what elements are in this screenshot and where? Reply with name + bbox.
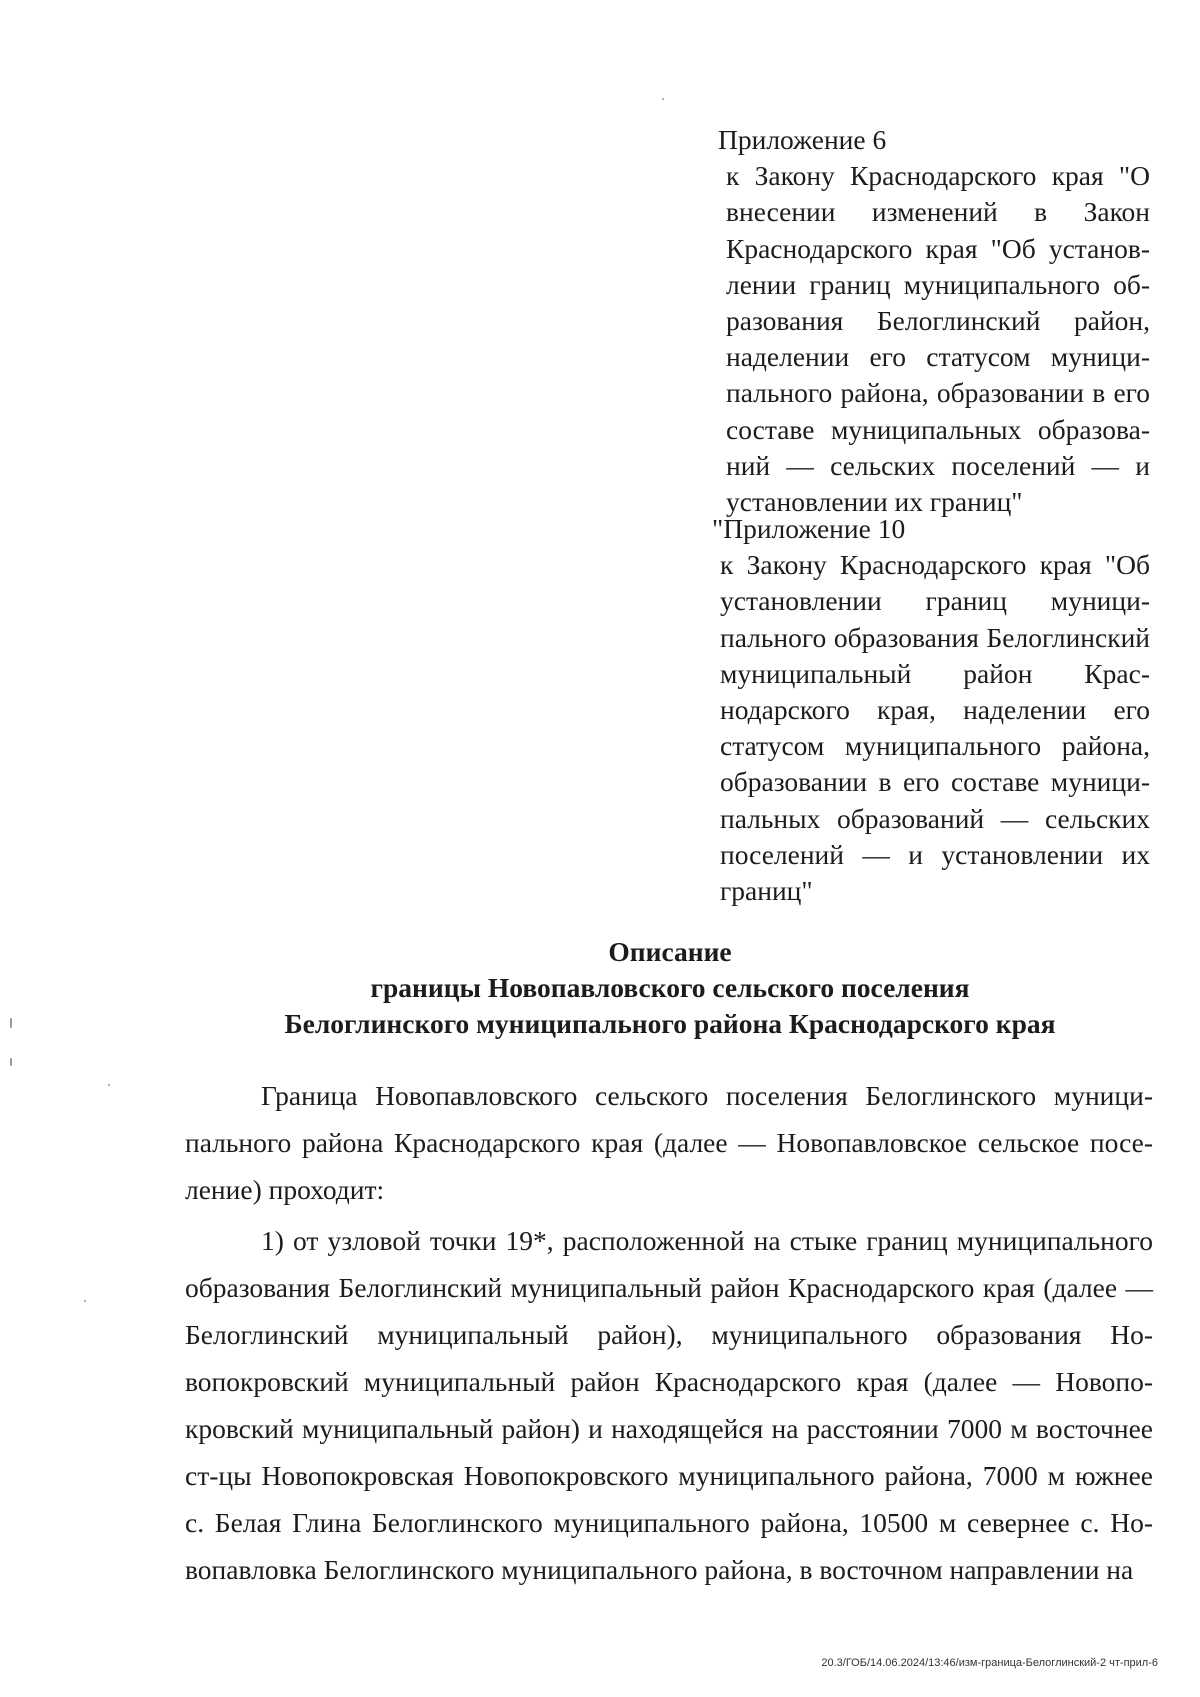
paragraph-item-1: 1) от узловой точки 19*, расположенной на стыке границ муниципального образования Белоглинский муниципальный район Краснодарского края (далее — Белоглинский муниципальный район), муниципального образования Новопокровский муниципальный район Краснодарского края (далее — Новопокровский муниципальный район) и находящейся на расстоянии 7000 м восточнее ст-цы Новопокровская Новопокровского муниципального района, 7000 м южнее с. Белая Глина Белоглинского муниципального района, 10500 м севернее с. Новопавловка Белоглинского муниципального района, в восточном направлении на: [185, 1225, 1153, 1585]
appendix-6-heading: Приложение 6: [718, 124, 887, 155]
appendix-10-body: к Закону Краснодарского края "Об установлении границ муниципального образования Белоглинский муниципальный район Краснодарского края, наделении его статусом муниципального района, образовании в его составе муниципальных образований — сельских поселений — и установлении их границ": [720, 549, 1150, 907]
scan-artifact: [84, 1300, 86, 1302]
scan-artifact: [10, 1018, 12, 1028]
title-line-2: границы Новопавловского сельского поселения: [370, 972, 970, 1003]
appendix-6-block: [718, 122, 1150, 520]
title-line-1: Описание: [608, 936, 732, 967]
appendix-10-heading: "Приложение 10: [712, 513, 906, 544]
paragraph-intro: Граница Новопавловского сельского поселения Белоглинского муниципального района Краснодарского края (далее — Новопавловское сельское поселение) проходит:: [185, 1080, 1153, 1205]
footer-file-stamp: 20.3/ГОБ/14.06.2024/13:46/изм-граница-Белоглинский-2 чт-прил-6: [821, 1657, 1158, 1669]
title-line-3: Белоглинского муниципального района Краснодарского края: [284, 1008, 1056, 1039]
document-title: [185, 934, 1155, 1042]
appendix-10-block: [712, 511, 1150, 909]
scan-artifact: [10, 1058, 12, 1066]
document-body: [185, 1072, 1153, 1597]
scan-artifact: [662, 98, 664, 100]
appendix-6-body: к Закону Краснодарского края "О внесении изменений в Закон Краснодарского края "Об установлении границ муниципального образования Белоглинский район, наделении его статусом муниципального района, образовании в его составе муниципальных образований — сельских поселений — и установлении их границ": [726, 160, 1150, 518]
scan-artifact: [108, 1084, 110, 1086]
